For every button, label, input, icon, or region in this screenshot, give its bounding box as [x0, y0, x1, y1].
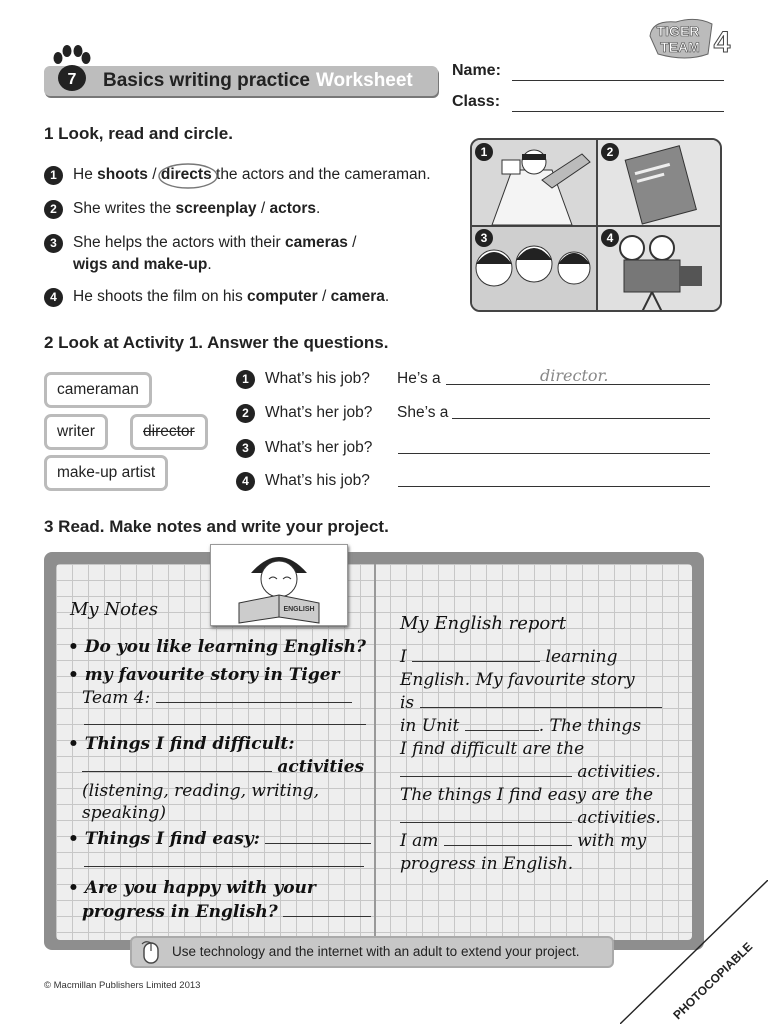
- report-title: My English report: [400, 613, 567, 634]
- unit-number: 7: [67, 71, 77, 88]
- book-label: ENGLISH: [283, 606, 315, 613]
- word-director: director: [130, 414, 208, 450]
- item-number: 3: [44, 234, 63, 253]
- notes-bullet-1: • Do you like learning English?: [68, 637, 366, 657]
- tip-text: Use technology and the internet with an adult to extend your project.: [172, 944, 580, 959]
- tip-bar: [130, 936, 614, 968]
- title-accent: Worksheet: [315, 70, 413, 91]
- paw-icon: [50, 44, 94, 94]
- word-cameraman: cameraman: [44, 372, 152, 408]
- picture-number: 4: [606, 231, 614, 245]
- answer-circle: [156, 160, 220, 192]
- activity1-sentence-2: She writes the screenplay / actors.: [73, 200, 321, 217]
- option-camera[interactable]: camera: [330, 288, 385, 305]
- notes-bullet-3: • Things I find difficult:: [68, 734, 295, 754]
- notes-title: My Notes: [70, 599, 159, 620]
- report-field-5[interactable]: [400, 822, 572, 823]
- activity2-heading: 2 Look at Activity 1. Answer the questions.: [44, 333, 389, 352]
- item-number: 2: [44, 200, 63, 219]
- activity1-sentence-4: He shoots the film on his computer / camera.: [73, 288, 390, 305]
- title-main: Basics writing practice: [103, 70, 310, 91]
- mouse-icon: [138, 940, 164, 966]
- notes-difficult: activities: [82, 756, 364, 779]
- reading-boy-picture: [210, 544, 348, 626]
- answer-line-4[interactable]: [398, 486, 710, 487]
- report-line-10: progress in English.: [400, 854, 574, 874]
- report-line-6: activities.: [400, 761, 661, 784]
- activity1-sentence-3: She helps the actors with their cameras / wigs and make-up.: [73, 234, 357, 273]
- question-number: 4: [236, 472, 255, 491]
- photocopiable-label: PHOTOCOPIABLE: [670, 939, 756, 1023]
- item-number: 4: [44, 288, 63, 307]
- answer-stem-1: He’s a: [397, 370, 441, 387]
- picture-number: 1: [480, 145, 488, 159]
- option-actors[interactable]: actors: [269, 200, 316, 217]
- notes-line[interactable]: [84, 724, 366, 725]
- option-screenplay[interactable]: screenplay: [175, 200, 257, 217]
- answer-line-2[interactable]: [452, 418, 710, 419]
- logo-level: 4: [713, 26, 731, 59]
- word-writer: writer: [44, 414, 108, 450]
- option-wigs-make-up[interactable]: wigs and make-up: [73, 256, 208, 273]
- report-line-5: I find difficult are the: [400, 739, 585, 759]
- report-line-8: activities.: [400, 807, 661, 830]
- activity1-pictures: [470, 138, 722, 312]
- notes-paren-1: (listening, reading, writing,: [82, 781, 320, 801]
- question-3: What’s her job?: [265, 439, 373, 456]
- notes-difficult-field[interactable]: [82, 771, 272, 772]
- notes-bullet-2b: Team 4:: [82, 687, 352, 710]
- notes-bullet-5b: progress in English?: [82, 901, 371, 924]
- notebook-spine: [374, 564, 376, 940]
- word-make-up-artist: make-up artist: [44, 455, 168, 491]
- tiger-team-logo: [646, 14, 734, 64]
- report-field-3[interactable]: [465, 730, 539, 731]
- question-1: What’s his job?: [265, 370, 370, 387]
- notes-paren-2: speaking): [82, 803, 167, 823]
- report-line-3: is: [400, 692, 662, 715]
- item-number: 1: [44, 166, 63, 185]
- activity1-heading: 1 Look, read and circle.: [44, 124, 233, 143]
- report-line-1: I learning: [400, 647, 618, 667]
- notes-story-field[interactable]: [156, 702, 352, 703]
- activity3-heading: 3 Read. Make notes and write your project.: [44, 517, 389, 536]
- option-cameras[interactable]: cameras: [284, 234, 348, 251]
- class-label: Class:: [452, 93, 501, 110]
- question-4: What’s his job?: [265, 472, 370, 489]
- answer-text-1: director.: [540, 366, 609, 385]
- report-field-1[interactable]: [412, 661, 540, 662]
- report-line-7: The things I find easy are the: [400, 785, 654, 805]
- report-line-2: English. My favourite story: [400, 670, 635, 690]
- option-directs[interactable]: directs: [160, 166, 212, 183]
- question-number: 3: [236, 439, 255, 458]
- question-2: What’s her job?: [265, 404, 373, 421]
- logo-line1: TIGER: [656, 23, 700, 39]
- notes-bullet-4: • Things I find easy:: [68, 828, 371, 851]
- logo-line2: TEAM: [660, 39, 700, 55]
- photocopiable-corner: [620, 880, 768, 1024]
- copyright: © Macmillan Publishers Limited 2013: [44, 980, 201, 991]
- picture-number: 2: [606, 145, 614, 159]
- class-field[interactable]: [512, 111, 724, 112]
- answer-stem-2: She’s a: [397, 404, 449, 421]
- answer-line-3[interactable]: [398, 453, 710, 454]
- report-field-2[interactable]: [420, 707, 662, 708]
- worksheet-title: [103, 70, 413, 92]
- option-computer[interactable]: computer: [247, 288, 318, 305]
- report-field-6[interactable]: [444, 845, 572, 846]
- notes-bullet-2: • my favourite story in Tiger: [68, 665, 340, 685]
- notes-line[interactable]: [84, 866, 364, 867]
- question-number: 1: [236, 370, 255, 389]
- option-shoots[interactable]: shoots: [97, 166, 148, 183]
- question-number: 2: [236, 404, 255, 423]
- report-line-4: in Unit . The things: [400, 716, 642, 736]
- name-label: Name:: [452, 62, 501, 79]
- notes-happy-field[interactable]: [283, 916, 371, 917]
- activity1-sentence-1: He shoots / directs the actors and the cameraman.: [73, 166, 431, 183]
- report-line-9: I am with my: [400, 831, 647, 851]
- actors-illustration: [476, 246, 590, 286]
- notes-easy-field[interactable]: [265, 843, 371, 844]
- report-field-4[interactable]: [400, 776, 572, 777]
- name-field[interactable]: [512, 80, 724, 81]
- notes-bullet-5: • Are you happy with your: [68, 878, 316, 898]
- picture-number: 3: [480, 231, 488, 245]
